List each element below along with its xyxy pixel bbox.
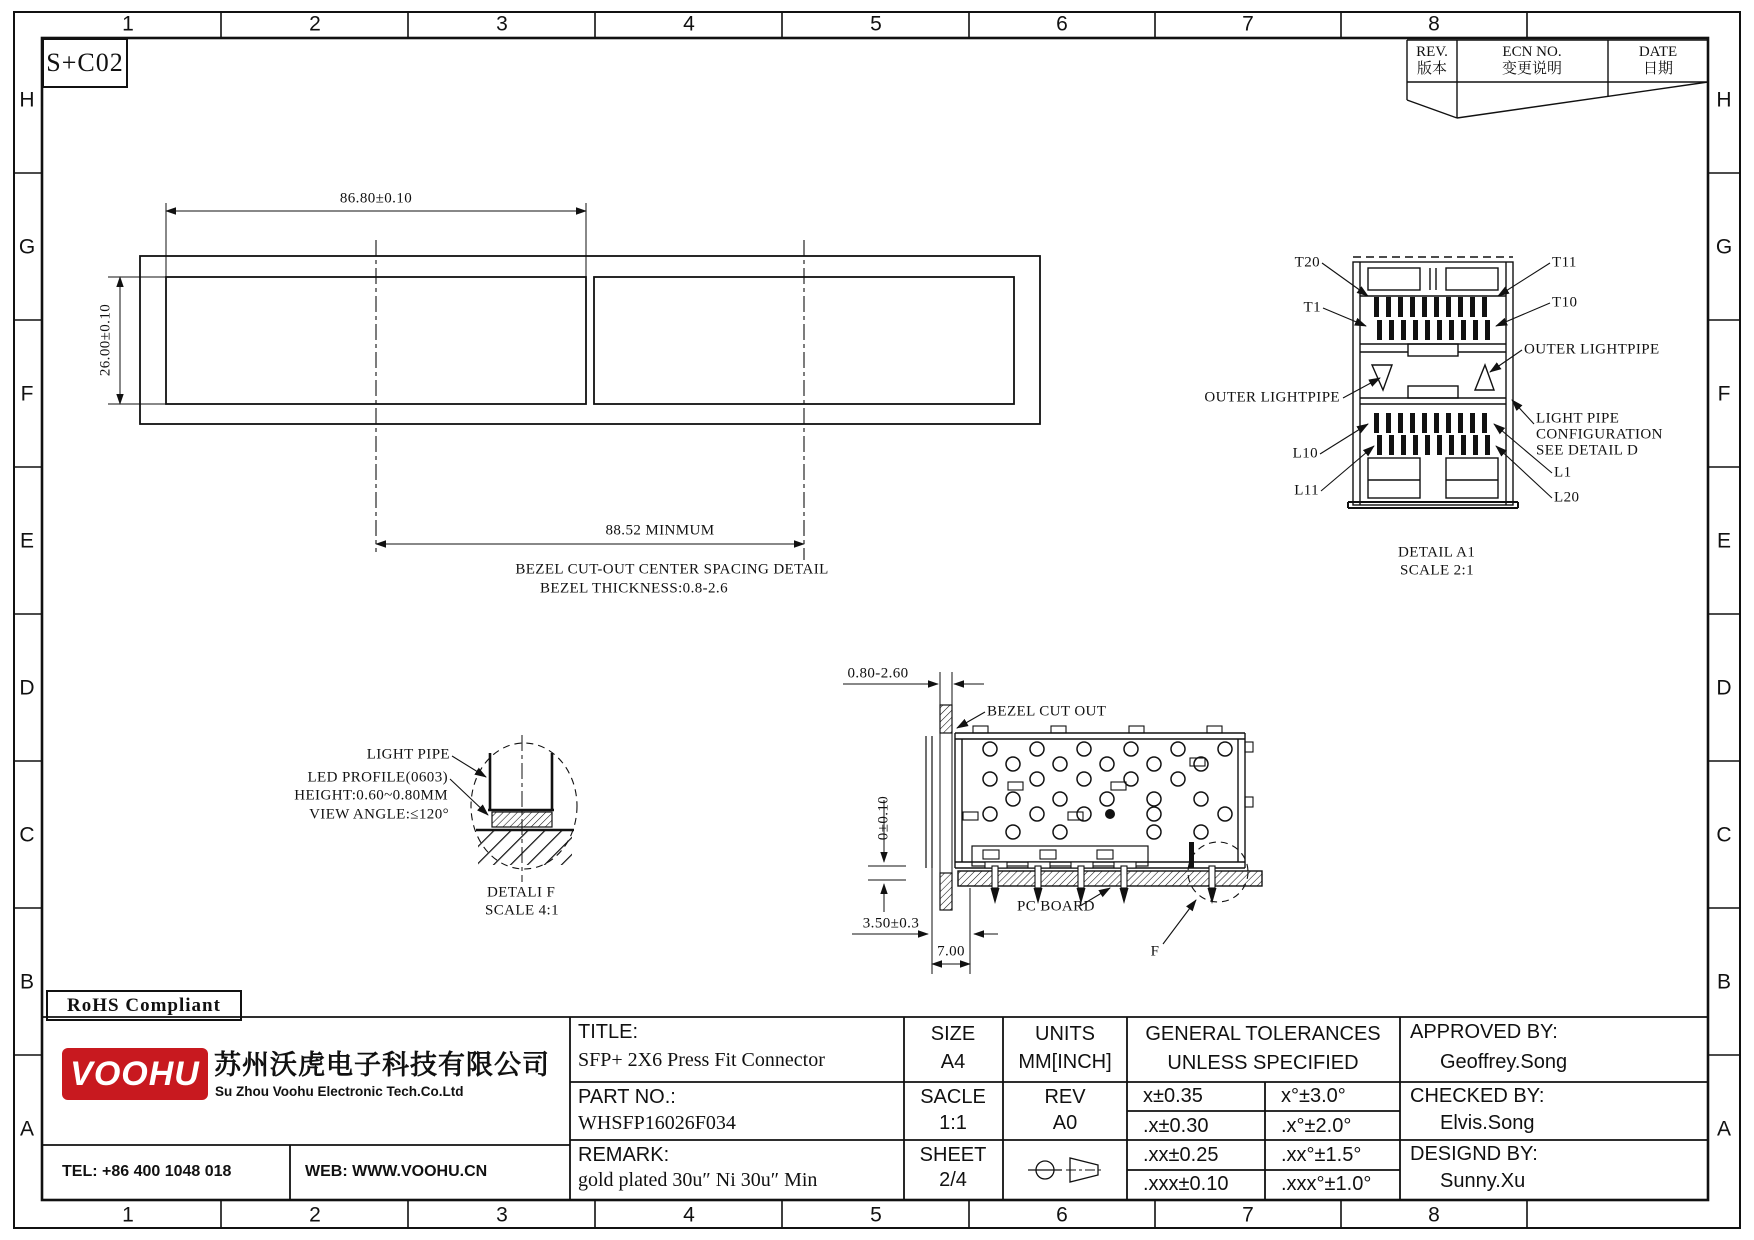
view-angle-label: VIEW ANGLE:≤120° — [309, 806, 449, 823]
tol-linear-4: .xxx±0.10 — [1143, 1173, 1229, 1195]
detail-f-view — [450, 735, 577, 882]
scale-label: SACLE — [920, 1086, 986, 1108]
grid-row-right-h: H — [1716, 88, 1732, 112]
pc-board-label: PC BOARD — [1017, 898, 1095, 915]
size-label: SIZE — [930, 1023, 976, 1045]
grid-col-bot-4: 4 — [683, 1203, 695, 1227]
grid-row-left-b: B — [19, 970, 35, 994]
grid-row-right-f: F — [1717, 382, 1731, 406]
grid-row-left-f: F — [20, 382, 34, 406]
dim-panel-thickness: 0.80-2.60 — [847, 665, 909, 682]
dim-depth-700: 7.00 — [937, 943, 965, 960]
grid-col-bot-5: 5 — [870, 1203, 882, 1227]
checked-by-label: CHECKED BY: — [1410, 1085, 1545, 1107]
tol-angular-3: .xx°±1.5° — [1281, 1144, 1362, 1166]
designed-by-value: Sunny.Xu — [1440, 1170, 1526, 1192]
grid-col-bot-7: 7 — [1242, 1203, 1254, 1227]
light-pipe-label: LIGHT PIPE — [366, 746, 450, 763]
grid-col-bot-1: 1 — [122, 1203, 134, 1227]
led-height-label: HEIGHT:0.60~0.80MM — [294, 787, 448, 804]
rev-label: REV — [1044, 1086, 1086, 1108]
sheet-label: SHEET — [919, 1144, 987, 1166]
pin-label-l10: L10 — [1292, 445, 1318, 462]
sheet-frame — [14, 12, 1740, 1228]
company-web: WEB: WWW.VOOHU.CN — [305, 1163, 488, 1180]
sheet-code-label: S+C02 — [46, 48, 124, 77]
units-label: UNITS — [1035, 1023, 1095, 1045]
company-name-en: Su Zhou Voohu Electronic Tech.Co.Ltd — [215, 1084, 464, 1099]
title-label: TITLE: — [578, 1021, 639, 1043]
grid-row-left-e: E — [19, 529, 35, 553]
part-no-label: PART NO.: — [578, 1086, 676, 1108]
pin-label-l11: L11 — [1294, 482, 1319, 499]
scale-value: 1:1 — [939, 1112, 967, 1134]
dim-offset-350: 3.50±0.3 — [862, 915, 920, 932]
outer-lightpipe-left-label: OUTER LIGHTPIPE — [1204, 389, 1340, 406]
rev-table-rev-header: REV. 版本 — [1416, 43, 1448, 77]
grid-col-bot-2: 2 — [309, 1203, 321, 1227]
pin-label-t20: T20 — [1294, 254, 1320, 271]
led-profile-label: LED PROFILE(0603) — [307, 769, 448, 786]
outer-lightpipe-right-label: OUTER LIGHTPIPE — [1524, 341, 1660, 358]
grid-col-top-1: 1 — [122, 12, 134, 36]
rev-table-date-header: DATE 日期 — [1638, 43, 1678, 77]
company-tel: TEL: +86 400 1048 018 — [62, 1163, 232, 1180]
grid-row-right-b: B — [1716, 970, 1732, 994]
remark-label: REMARK: — [578, 1144, 670, 1166]
pin-label-t11: T11 — [1552, 254, 1577, 271]
grid-row-right-c: C — [1716, 823, 1732, 847]
sheet-value: 2/4 — [939, 1169, 967, 1191]
lightpipe-config-line1: LIGHT PIPE — [1536, 410, 1620, 427]
dim-bezel-min-spacing: 88.52 MINMUM — [605, 522, 715, 539]
grid-row-right-a: A — [1716, 1117, 1732, 1141]
grid-row-right-e: E — [1716, 529, 1732, 553]
sheet-code — [42, 38, 128, 88]
approved-by-label: APPROVED BY: — [1410, 1021, 1558, 1043]
tol-linear-2: .x±0.30 — [1143, 1115, 1209, 1137]
grid-row-left-d: D — [19, 676, 35, 700]
grid-col-top-8: 8 — [1428, 12, 1440, 36]
grid-col-top-2: 2 — [309, 12, 321, 36]
detail-a1-scale: SCALE 2:1 — [1400, 562, 1475, 579]
grid-row-right-d: D — [1716, 676, 1732, 700]
detail-a1-caption: DETAIL A1 — [1398, 544, 1476, 561]
approved-by-value: Geoffrey.Song — [1440, 1051, 1568, 1073]
lightpipe-config-line3: SEE DETAIL D — [1536, 442, 1639, 459]
bezel-caption-line1: BEZEL CUT-OUT CENTER SPACING DETAIL — [515, 561, 829, 578]
grid-col-top-3: 3 — [496, 12, 508, 36]
grid-col-bot-8: 8 — [1428, 1203, 1440, 1227]
detail-a1-view — [1320, 257, 1552, 508]
pin-label-t10: T10 — [1552, 294, 1578, 311]
voohu-logo-text: VOOHU — [70, 1054, 200, 1093]
rev-value: A0 — [1052, 1112, 1078, 1134]
pin-label-l1: L1 — [1554, 464, 1572, 481]
voohu-logo — [62, 1048, 208, 1100]
grid-col-top-6: 6 — [1056, 12, 1068, 36]
grid-row-left-a: A — [19, 1117, 35, 1141]
grid-row-left-g: G — [18, 235, 36, 259]
company-name-cn: 苏州沃虎电子科技有限公司 — [214, 1050, 550, 1080]
lightpipe-config-line2: CONFIGURATION — [1536, 426, 1663, 443]
title-value: SFP+ 2X6 Press Fit Connector — [578, 1049, 825, 1071]
grid-col-top-4: 4 — [683, 12, 695, 36]
grid-col-bot-6: 6 — [1056, 1203, 1068, 1227]
grid-col-bot-3: 3 — [496, 1203, 508, 1227]
bezel-cut-out-label: BEZEL CUT OUT — [987, 703, 1107, 720]
grid-row-right-g: G — [1715, 235, 1733, 259]
grid-row-left-c: C — [19, 823, 35, 847]
checked-by-value: Elvis.Song — [1440, 1112, 1535, 1134]
tolerances-header-line2: UNLESS SPECIFIED — [1167, 1052, 1359, 1074]
detail-f-ref-label: F — [1150, 943, 1160, 960]
tol-linear-3: .xx±0.25 — [1143, 1144, 1219, 1166]
tol-angular-4: .xxx°±1.0° — [1281, 1173, 1372, 1195]
tolerances-header-line1: GENERAL TOLERANCES — [1145, 1023, 1381, 1045]
dim-bezel-height: 26.00±0.10 — [97, 303, 114, 377]
dim-bezel-width: 86.80±0.10 — [339, 190, 413, 207]
detail-f-caption: DETALI F — [487, 884, 556, 901]
dim-board-gap: 0±0.10 — [875, 795, 892, 841]
tol-angular-1: x°±3.0° — [1281, 1085, 1346, 1107]
remark-value: gold plated 30u″ Ni 30u″ Min — [578, 1169, 818, 1191]
units-value: MM[INCH] — [1018, 1051, 1112, 1073]
size-value: A4 — [940, 1051, 966, 1073]
rohs-compliant-badge: RoHS Compliant — [46, 990, 242, 1021]
grid-col-top-5: 5 — [870, 12, 882, 36]
rev-table-ecn-header: ECN NO. 变更说明 — [1501, 43, 1563, 77]
grid-row-left-h: H — [19, 88, 35, 112]
designed-by-label: DESIGND BY: — [1410, 1143, 1538, 1165]
pin-label-t1: T1 — [1303, 299, 1321, 316]
bezel-caption-line2: BEZEL THICKNESS:0.8-2.6 — [540, 580, 728, 597]
detail-f-scale: SCALE 4:1 — [485, 902, 560, 919]
bezel-cutout-view — [108, 203, 1040, 560]
tol-linear-1: x±0.35 — [1143, 1085, 1203, 1107]
pin-label-l20: L20 — [1554, 489, 1580, 506]
part-no-value: WHSFP16026F034 — [578, 1112, 736, 1134]
tol-angular-2: .x°±2.0° — [1281, 1115, 1352, 1137]
grid-col-top-7: 7 — [1242, 12, 1254, 36]
